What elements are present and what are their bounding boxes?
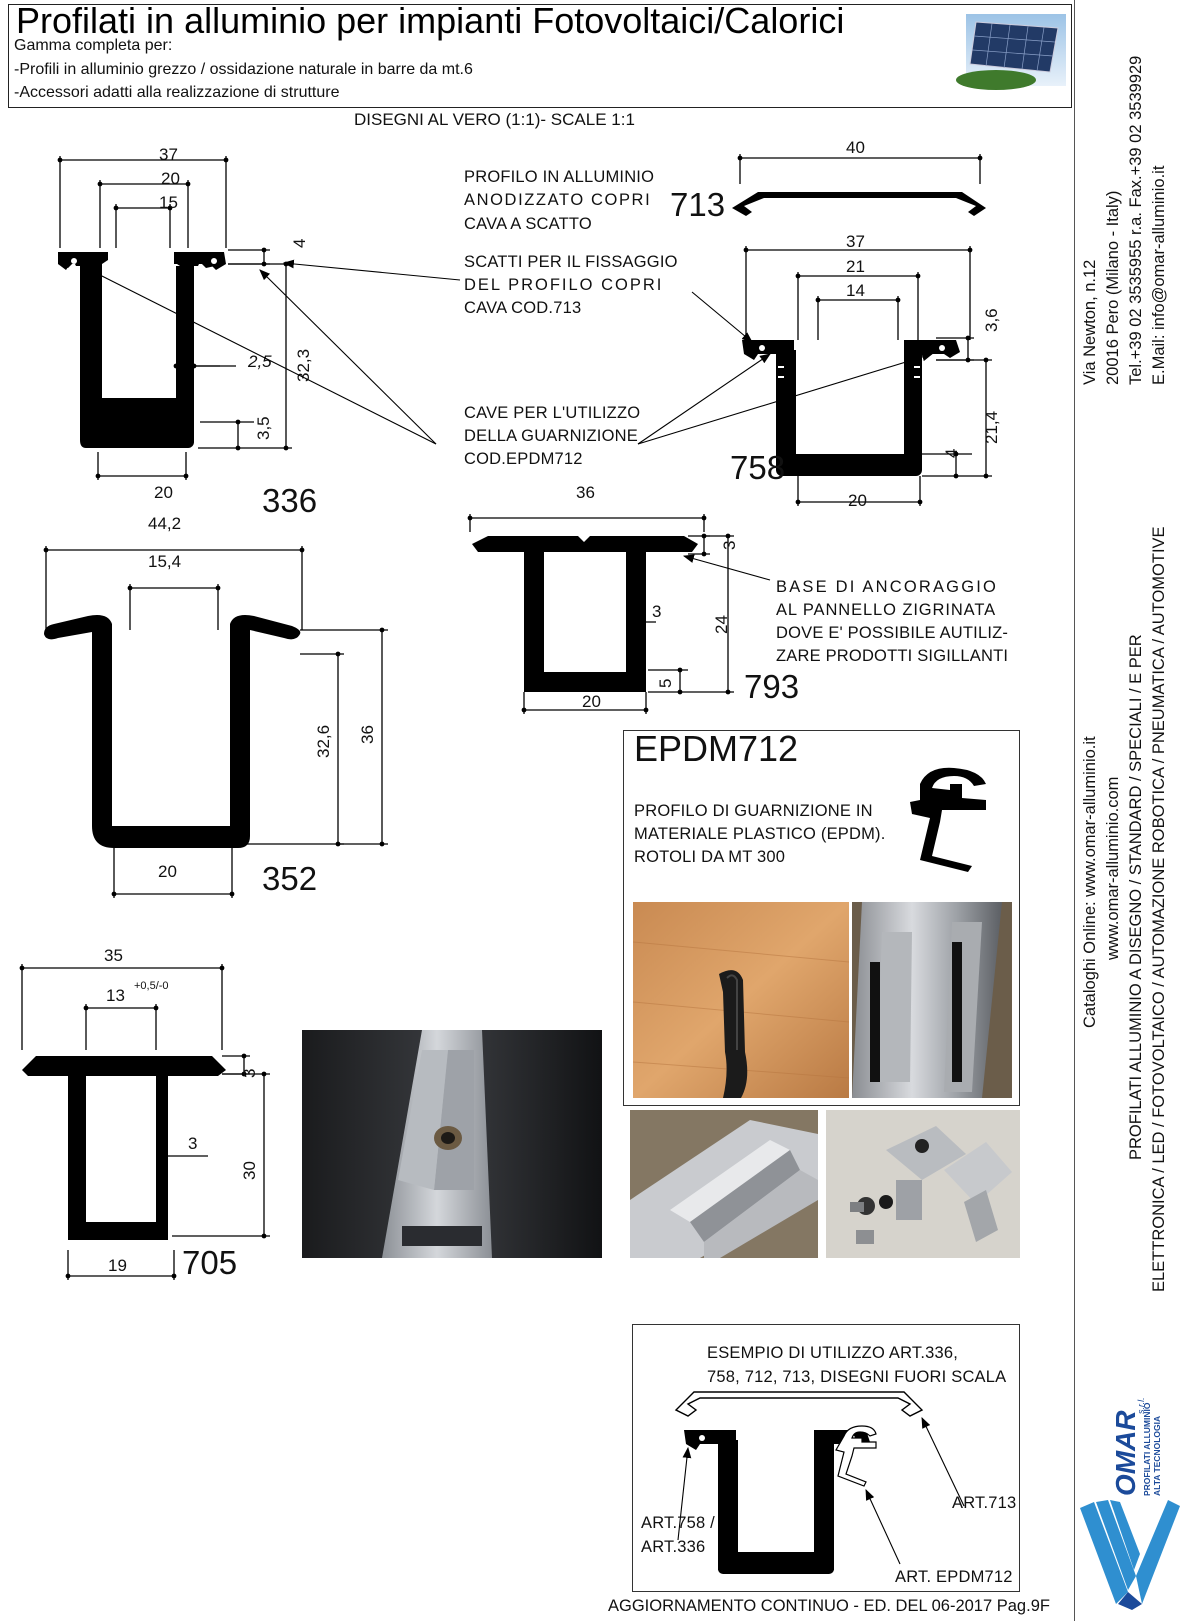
sidebar-web-2: www.omar-alluminio.com [1104, 776, 1122, 960]
code-793: 793 [744, 668, 800, 705]
dim-793-flange: 3 [720, 540, 739, 550]
dim-758-bottom: 20 [848, 491, 867, 510]
label-art713: ART.713 [952, 1494, 1017, 1512]
photo-gasket-inserted [852, 902, 1012, 1098]
dim-758-height: 21,4 [982, 410, 1001, 444]
logo-chevron-mark [1076, 1500, 1182, 1612]
dim-758-inner: 14 [846, 281, 865, 300]
caption-groove-1: CAVE PER L'UTILIZZO [464, 404, 641, 422]
dim-336-height: 32,3 [294, 348, 313, 382]
dim-352-inner-height: 32,6 [314, 724, 333, 758]
dim-705-tolerance: +0,5/-0 [134, 980, 169, 992]
dim-758-width: 37 [846, 232, 865, 251]
logo-suffix: s.r.l. [1136, 1397, 1146, 1414]
code-713: 713 [670, 186, 726, 223]
photo-clamp-installed [302, 1030, 602, 1258]
dim-336-wall: 2,5 [248, 352, 272, 371]
caption-snap-1: SCATTI PER IL FISSAGGIO [464, 253, 678, 271]
caption-snap-3: CAVA COD.713 [464, 299, 582, 317]
example-caption-2: 758, 712, 713, DISEGNI FUORI SCALA [707, 1368, 1007, 1386]
label-art-epdm: ART. EPDM712 [895, 1568, 1013, 1586]
page-title: Profilati in alluminio per impianti Fotovoltaici/Calorici [16, 0, 845, 41]
dim-336-bottom: 20 [154, 483, 173, 502]
label-art758-1: ART.758 / [641, 1514, 715, 1532]
caption-793-2: AL PANNELLO ZIGRINATA [776, 601, 997, 619]
example-caption-1: ESEMPIO DI UTILIZZO ART.336, [707, 1344, 959, 1362]
dim-793-base: 5 [656, 678, 675, 688]
sidebar-address-2: 20016 Pero (Milano - Italy) [1104, 190, 1122, 385]
caption-793-4: ZARE PRODOTTI SIGILLANTI [776, 647, 1009, 665]
caption-713-1: PROFILO IN ALLUMINIO [464, 168, 655, 186]
photo-clamp-parts [826, 1110, 1020, 1258]
caption-793-3: DOVE E' POSSIBILE AUTILIZ- [776, 624, 1009, 642]
dim-705-wall: 3 [188, 1134, 198, 1153]
dim-705-bottom: 19 [108, 1256, 127, 1275]
photo-gasket-roll [633, 902, 849, 1098]
label-art758-2: ART.336 [641, 1538, 706, 1556]
dim-336-width: 37 [159, 145, 178, 164]
scale-note: DISEGNI AL VERO (1:1)- SCALE 1:1 [354, 110, 635, 129]
logo-tagline-1: PROFILATI ALLUMINIO [1142, 1402, 1152, 1496]
dim-336-base: 3,5 [254, 416, 273, 440]
sidebar-sectors-1: PROFILATI ALLUMINIO A DISEGNO / STANDARD / SPECIALI / E PER [1127, 634, 1145, 1160]
sidebar-address-1: Via Newton, n.12 [1081, 259, 1099, 385]
sidebar-sectors-2: ELETTRONICA / LED / FOTOVOLTAICO / AUTOMAZIONE ROBOTICA / PNEUMATICA / AUTOMOTIVE [1150, 526, 1168, 1292]
profile-352-drawing [30, 530, 410, 900]
dim-793-height: 24 [712, 615, 731, 634]
code-705: 705 [182, 1244, 238, 1281]
caption-groove-2: DELLA GUARNIZIONE [464, 427, 638, 445]
epdm-desc-3: ROTOLI DA MT 300 [634, 848, 786, 866]
dim-758-base: 4 [942, 448, 961, 458]
dim-758-flange: 3,6 [982, 308, 1001, 332]
caption-713-2: ANODIZZATO COPRI [464, 191, 652, 209]
dim-352-bottom: 20 [158, 862, 177, 881]
dim-705-width: 35 [104, 946, 123, 965]
photo-profile-channel [630, 1110, 818, 1258]
dim-336-opening: 20 [161, 169, 180, 188]
epdm-title: EPDM712 [634, 728, 799, 769]
epdm-desc-1: PROFILO DI GUARNIZIONE IN [634, 802, 873, 820]
logo-tagline-2: ALTA TECNOLOGIA [1152, 1415, 1162, 1496]
sidebar-phone: Tel.+39 02 3535955 r.a. Fax.+39 02 3539929 [1127, 55, 1145, 385]
dim-352-height: 36 [358, 725, 377, 744]
sidebar-divider [1074, 0, 1075, 1621]
caption-713-3: CAVA A SCATTO [464, 215, 592, 233]
caption-snap-2: DEL PROFILO COPRI [464, 276, 664, 294]
sidebar-email: E.Mail: info@omar-alluminio.it [1150, 165, 1168, 385]
header-line-3: -Accessori adatti alla realizzazione di strutture [14, 84, 340, 101]
dim-705-flange: 3 [240, 1068, 259, 1078]
epdm-desc-2: MATERIALE PLASTICO (EPDM). [634, 825, 886, 843]
caption-793-1: BASE DI ANCORAGGIO [776, 578, 999, 596]
dim-713-width: 40 [846, 138, 865, 157]
dim-793-wall: 3 [652, 602, 662, 621]
header-line-1: Gamma completa per: [14, 37, 173, 54]
epdm-section-drawing [906, 764, 996, 872]
code-758: 758 [730, 449, 786, 486]
code-336: 336 [262, 482, 318, 519]
dim-793-width: 36 [576, 483, 595, 502]
omar-logo [1110, 1356, 1162, 1496]
dim-352-opening: 15,4 [148, 552, 182, 571]
header-line-2: -Profili in alluminio grezzo / ossidazione naturale in barre da mt.6 [14, 61, 473, 78]
dim-793-bottom: 20 [582, 692, 601, 711]
dim-336-flange: 4 [290, 238, 309, 248]
code-352: 352 [262, 860, 318, 897]
caption-groove-3: COD.EPDM712 [464, 450, 583, 468]
sidebar-web-1: Cataloghi Online: www.omar-alluminio.it [1081, 736, 1099, 1028]
profile-705-drawing [12, 950, 282, 1290]
dim-705-height: 30 [240, 1161, 259, 1180]
dim-758-opening: 21 [846, 257, 865, 276]
dim-336-inner: 15 [159, 193, 178, 212]
footer-edition: AGGIORNAMENTO CONTINUO - ED. DEL 06-2017 Pag.9F [608, 1597, 1050, 1615]
logo-name: OMAR [1110, 1410, 1141, 1496]
dim-352-width: 44,2 [148, 514, 182, 533]
profile-793-drawing [466, 502, 766, 722]
dim-705-opening: 13 [106, 986, 125, 1005]
